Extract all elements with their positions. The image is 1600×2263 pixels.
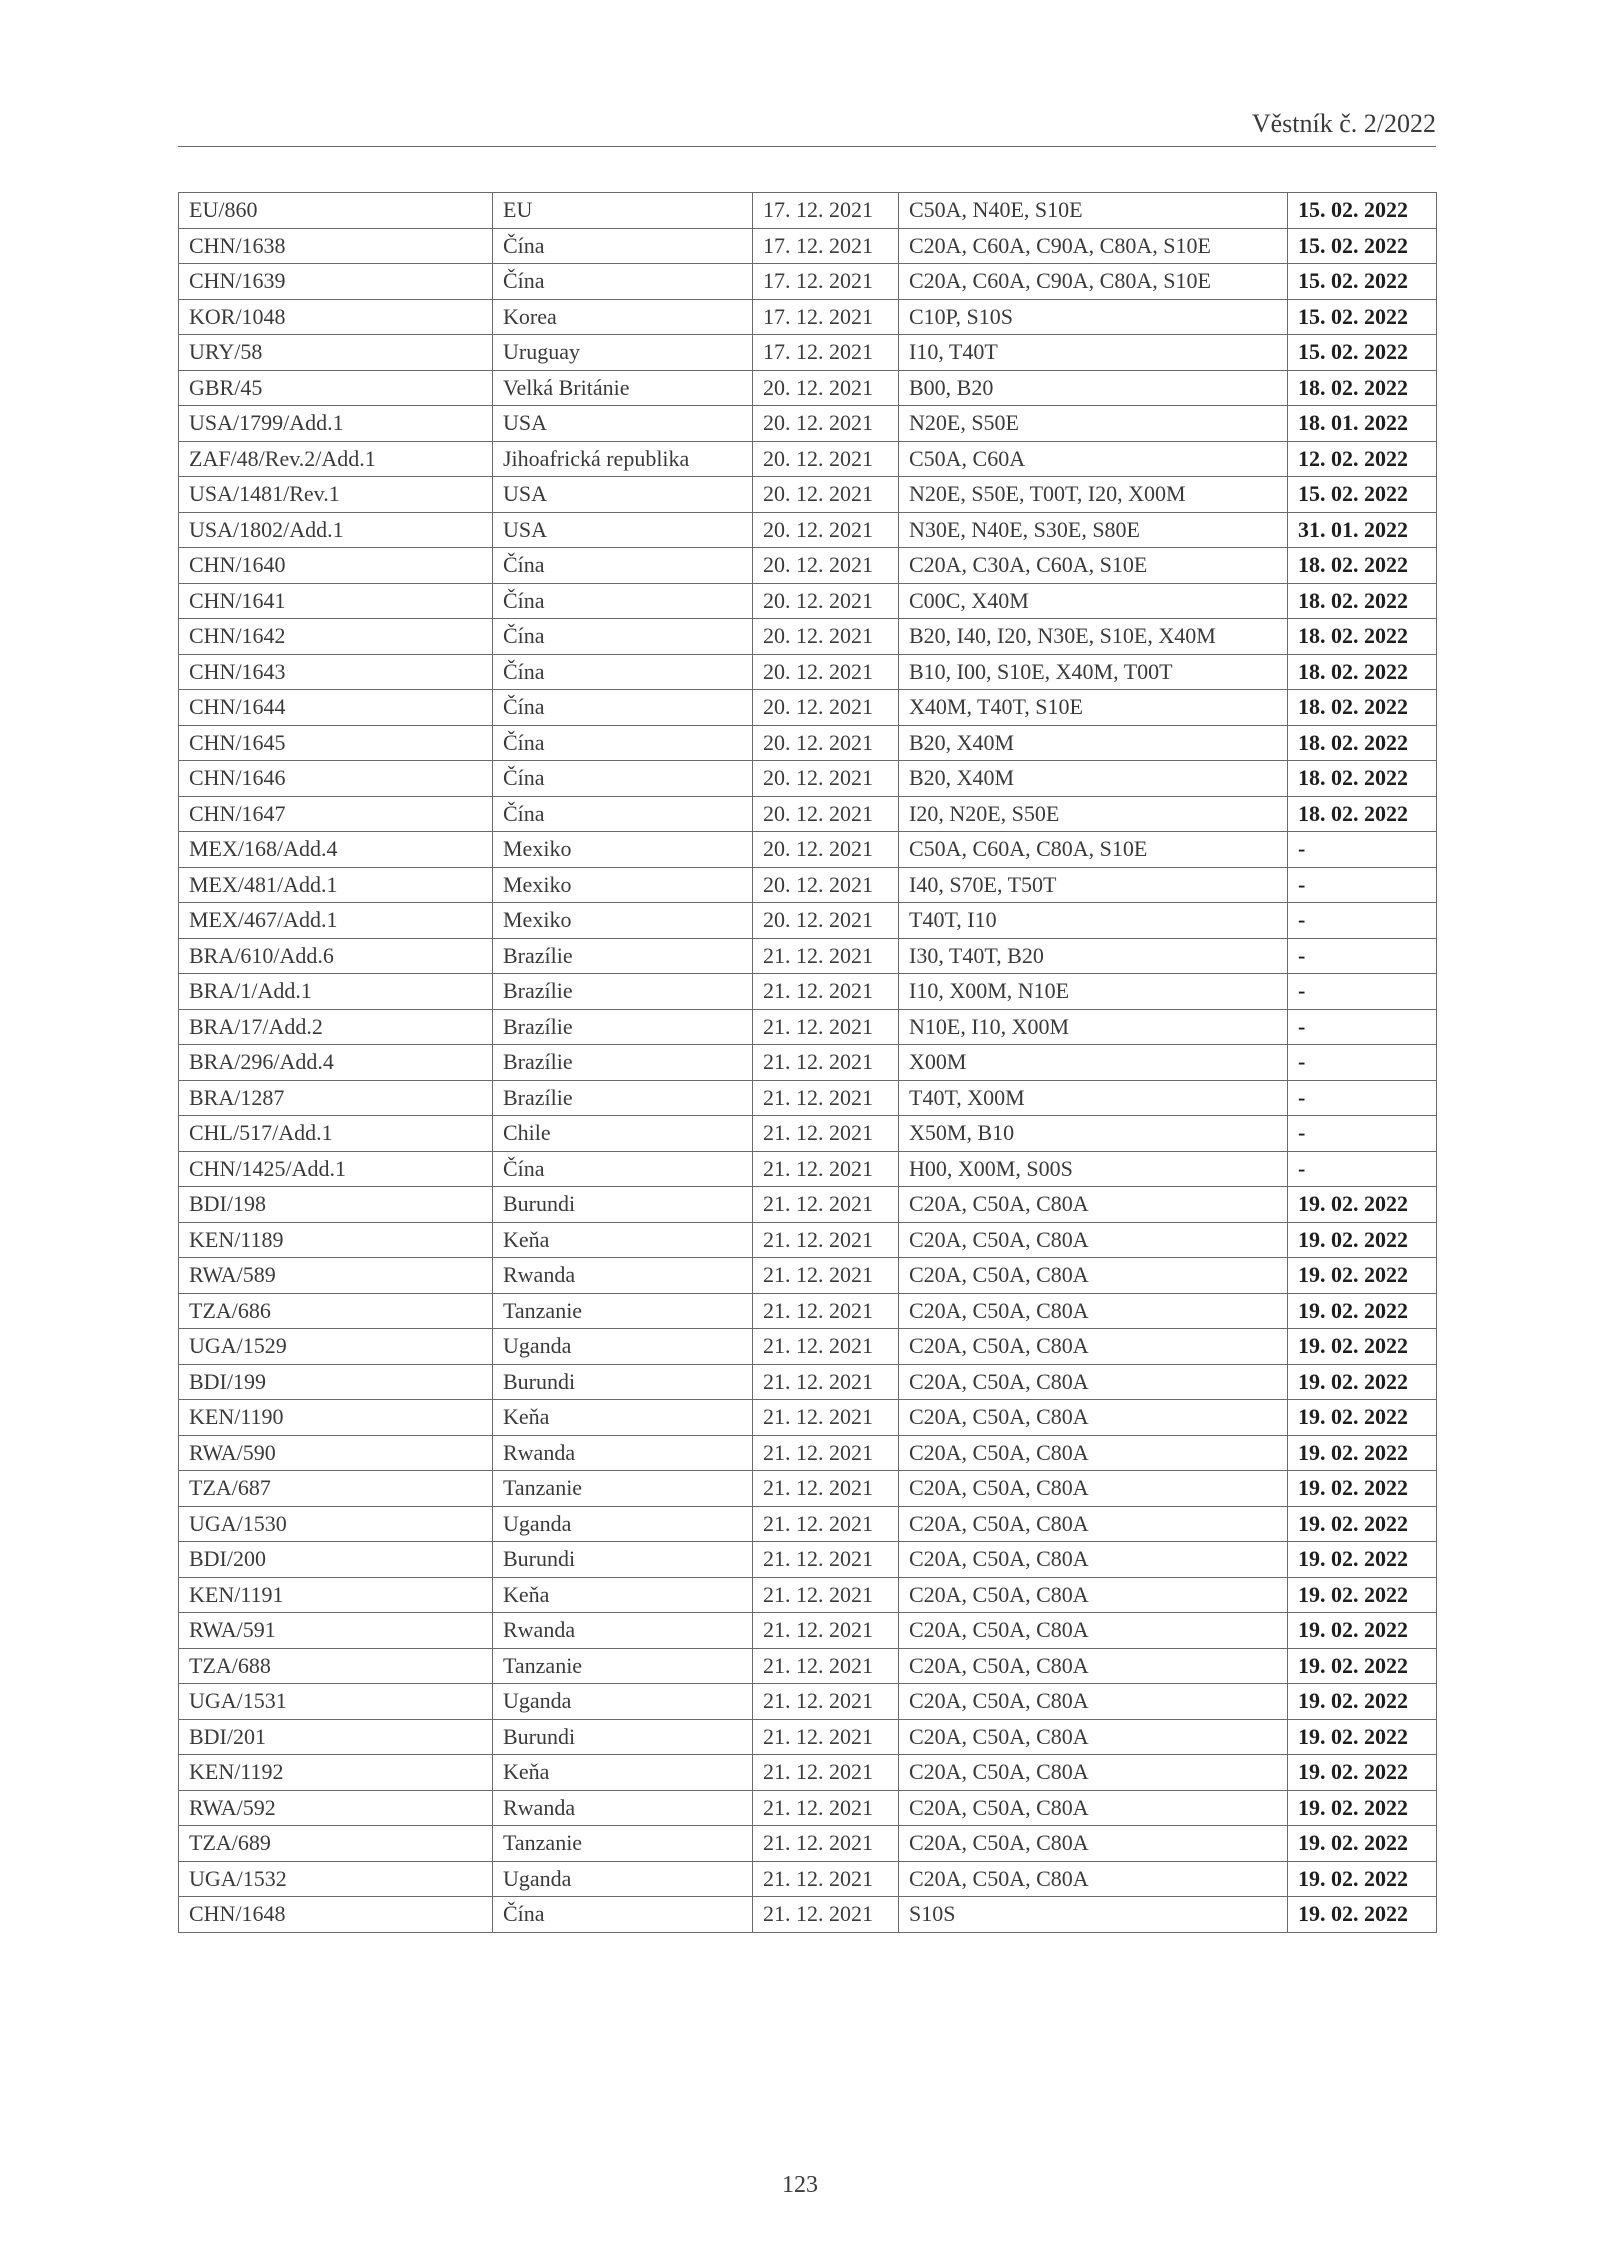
table-row	[179, 1719, 1437, 1755]
cell-country: Brazílie	[493, 1009, 753, 1045]
cell-date: 21. 12. 2021	[753, 1684, 899, 1720]
cell-ics-codes: C20A, C50A, C80A	[899, 1364, 1288, 1400]
cell-country: Čína	[493, 796, 753, 832]
cell-deadline: -	[1288, 1045, 1437, 1081]
table-row	[179, 903, 1437, 939]
cell-date: 20. 12. 2021	[753, 370, 899, 406]
cell-notification-code: BRA/610/Add.6	[179, 938, 493, 974]
cell-ics-codes: C20A, C50A, C80A	[899, 1755, 1288, 1791]
table-row	[179, 512, 1437, 548]
table-row	[179, 1364, 1437, 1400]
cell-ics-codes: C20A, C50A, C80A	[899, 1506, 1288, 1542]
table-row	[179, 1506, 1437, 1542]
cell-notification-code: BRA/1287	[179, 1080, 493, 1116]
cell-date: 20. 12. 2021	[753, 512, 899, 548]
cell-ics-codes: C20A, C50A, C80A	[899, 1648, 1288, 1684]
cell-country: Mexiko	[493, 903, 753, 939]
cell-country: Čína	[493, 619, 753, 655]
cell-ics-codes: C20A, C50A, C80A	[899, 1861, 1288, 1897]
cell-deadline: 19. 02. 2022	[1288, 1400, 1437, 1436]
cell-notification-code: BDI/200	[179, 1542, 493, 1578]
cell-deadline: -	[1288, 903, 1437, 939]
cell-notification-code: USA/1802/Add.1	[179, 512, 493, 548]
cell-ics-codes: T40T, I10	[899, 903, 1288, 939]
cell-country: Uruguay	[493, 335, 753, 371]
cell-date: 21. 12. 2021	[753, 1790, 899, 1826]
cell-date: 20. 12. 2021	[753, 477, 899, 513]
cell-ics-codes: C20A, C50A, C80A	[899, 1400, 1288, 1436]
table-row	[179, 1222, 1437, 1258]
cell-notification-code: CHN/1642	[179, 619, 493, 655]
cell-ics-codes: C20A, C50A, C80A	[899, 1187, 1288, 1223]
cell-notification-code: KEN/1191	[179, 1577, 493, 1613]
cell-date: 17. 12. 2021	[753, 228, 899, 264]
table-row	[179, 193, 1437, 229]
cell-notification-code: RWA/591	[179, 1613, 493, 1649]
cell-date: 21. 12. 2021	[753, 1293, 899, 1329]
cell-date: 17. 12. 2021	[753, 299, 899, 335]
cell-country: Uganda	[493, 1684, 753, 1720]
cell-notification-code: KOR/1048	[179, 299, 493, 335]
cell-date: 20. 12. 2021	[753, 903, 899, 939]
cell-country: Tanzanie	[493, 1293, 753, 1329]
cell-deadline: -	[1288, 1116, 1437, 1152]
cell-notification-code: MEX/481/Add.1	[179, 867, 493, 903]
cell-deadline: 15. 02. 2022	[1288, 264, 1437, 300]
cell-deadline: 12. 02. 2022	[1288, 441, 1437, 477]
cell-date: 21. 12. 2021	[753, 1471, 899, 1507]
cell-notification-code: MEX/168/Add.4	[179, 832, 493, 868]
cell-date: 21. 12. 2021	[753, 1755, 899, 1791]
table-row	[179, 1329, 1437, 1365]
cell-ics-codes: C20A, C50A, C80A	[899, 1719, 1288, 1755]
cell-deadline: 18. 02. 2022	[1288, 548, 1437, 584]
cell-date: 21. 12. 2021	[753, 1116, 899, 1152]
cell-ics-codes: X40M, T40T, S10E	[899, 690, 1288, 726]
cell-country: Čína	[493, 725, 753, 761]
cell-date: 21. 12. 2021	[753, 1506, 899, 1542]
cell-country: Čína	[493, 690, 753, 726]
cell-date: 21. 12. 2021	[753, 1613, 899, 1649]
table-row	[179, 974, 1437, 1010]
cell-ics-codes: N30E, N40E, S30E, S80E	[899, 512, 1288, 548]
cell-notification-code: KEN/1189	[179, 1222, 493, 1258]
cell-deadline: 18. 02. 2022	[1288, 654, 1437, 690]
cell-date: 21. 12. 2021	[753, 1861, 899, 1897]
cell-date: 20. 12. 2021	[753, 761, 899, 797]
cell-deadline: 19. 02. 2022	[1288, 1897, 1437, 1933]
cell-ics-codes: C50A, C60A, C80A, S10E	[899, 832, 1288, 868]
cell-notification-code: KEN/1190	[179, 1400, 493, 1436]
cell-date: 21. 12. 2021	[753, 974, 899, 1010]
cell-deadline: 19. 02. 2022	[1288, 1222, 1437, 1258]
cell-notification-code: BDI/199	[179, 1364, 493, 1400]
cell-date: 20. 12. 2021	[753, 619, 899, 655]
cell-notification-code: URY/58	[179, 335, 493, 371]
cell-ics-codes: C20A, C50A, C80A	[899, 1577, 1288, 1613]
cell-ics-codes: C20A, C50A, C80A	[899, 1435, 1288, 1471]
cell-country: Rwanda	[493, 1790, 753, 1826]
cell-date: 21. 12. 2021	[753, 1222, 899, 1258]
cell-country: Jihoafrická republika	[493, 441, 753, 477]
table-row	[179, 867, 1437, 903]
cell-notification-code: EU/860	[179, 193, 493, 229]
cell-date: 20. 12. 2021	[753, 441, 899, 477]
cell-country: Čína	[493, 228, 753, 264]
cell-ics-codes: C20A, C60A, C90A, C80A, S10E	[899, 228, 1288, 264]
cell-country: Mexiko	[493, 832, 753, 868]
cell-deadline: 18. 01. 2022	[1288, 406, 1437, 442]
cell-country: Tanzanie	[493, 1648, 753, 1684]
cell-date: 21. 12. 2021	[753, 1009, 899, 1045]
table-row	[179, 1435, 1437, 1471]
cell-country: Rwanda	[493, 1613, 753, 1649]
cell-notification-code: CHN/1645	[179, 725, 493, 761]
cell-date: 17. 12. 2021	[753, 335, 899, 371]
cell-ics-codes: B20, I40, I20, N30E, S10E, X40M	[899, 619, 1288, 655]
cell-date: 17. 12. 2021	[753, 193, 899, 229]
cell-ics-codes: X00M	[899, 1045, 1288, 1081]
cell-deadline: 19. 02. 2022	[1288, 1258, 1437, 1294]
cell-deadline: -	[1288, 974, 1437, 1010]
cell-country: Rwanda	[493, 1435, 753, 1471]
table-row	[179, 938, 1437, 974]
cell-deadline: -	[1288, 1009, 1437, 1045]
cell-ics-codes: I10, T40T	[899, 335, 1288, 371]
cell-ics-codes: I20, N20E, S50E	[899, 796, 1288, 832]
cell-notification-code: USA/1481/Rev.1	[179, 477, 493, 513]
cell-date: 21. 12. 2021	[753, 1577, 899, 1613]
table-row	[179, 406, 1437, 442]
cell-notification-code: CHN/1643	[179, 654, 493, 690]
cell-deadline: 19. 02. 2022	[1288, 1684, 1437, 1720]
page-number: 123	[782, 2172, 818, 2198]
cell-deadline: 19. 02. 2022	[1288, 1861, 1437, 1897]
table-row	[179, 1648, 1437, 1684]
cell-ics-codes: C20A, C50A, C80A	[899, 1293, 1288, 1329]
cell-country: Brazílie	[493, 974, 753, 1010]
cell-date: 20. 12. 2021	[753, 796, 899, 832]
cell-notification-code: CHN/1647	[179, 796, 493, 832]
table-row	[179, 690, 1437, 726]
cell-date: 21. 12. 2021	[753, 1719, 899, 1755]
cell-country: USA	[493, 477, 753, 513]
table-row	[179, 761, 1437, 797]
cell-deadline: -	[1288, 1080, 1437, 1116]
cell-deadline: 15. 02. 2022	[1288, 228, 1437, 264]
cell-deadline: -	[1288, 938, 1437, 974]
cell-country: Keňa	[493, 1577, 753, 1613]
cell-deadline: 15. 02. 2022	[1288, 335, 1437, 371]
table-row	[179, 1577, 1437, 1613]
cell-notification-code: TZA/686	[179, 1293, 493, 1329]
cell-ics-codes: B10, I00, S10E, X40M, T00T	[899, 654, 1288, 690]
cell-ics-codes: C20A, C50A, C80A	[899, 1684, 1288, 1720]
cell-deadline: 19. 02. 2022	[1288, 1542, 1437, 1578]
cell-date: 21. 12. 2021	[753, 938, 899, 974]
cell-deadline: 15. 02. 2022	[1288, 299, 1437, 335]
cell-date: 21. 12. 2021	[753, 1187, 899, 1223]
cell-deadline: 18. 02. 2022	[1288, 761, 1437, 797]
notification-table-body	[179, 193, 1437, 1933]
cell-date: 20. 12. 2021	[753, 690, 899, 726]
cell-notification-code: ZAF/48/Rev.2/Add.1	[179, 441, 493, 477]
cell-date: 20. 12. 2021	[753, 654, 899, 690]
table-row	[179, 1151, 1437, 1187]
table-row	[179, 796, 1437, 832]
cell-notification-code: TZA/687	[179, 1471, 493, 1507]
cell-deadline: 15. 02. 2022	[1288, 193, 1437, 229]
cell-date: 21. 12. 2021	[753, 1542, 899, 1578]
cell-ics-codes: B20, X40M	[899, 725, 1288, 761]
table-row	[179, 1861, 1437, 1897]
cell-ics-codes: C20A, C30A, C60A, S10E	[899, 548, 1288, 584]
cell-deadline: 19. 02. 2022	[1288, 1613, 1437, 1649]
cell-date: 20. 12. 2021	[753, 406, 899, 442]
cell-notification-code: RWA/589	[179, 1258, 493, 1294]
cell-notification-code: RWA/590	[179, 1435, 493, 1471]
cell-deadline: 19. 02. 2022	[1288, 1364, 1437, 1400]
cell-deadline: 19. 02. 2022	[1288, 1790, 1437, 1826]
cell-ics-codes: X50M, B10	[899, 1116, 1288, 1152]
cell-notification-code: MEX/467/Add.1	[179, 903, 493, 939]
cell-notification-code: CHN/1641	[179, 583, 493, 619]
cell-ics-codes: C50A, N40E, S10E	[899, 193, 1288, 229]
cell-notification-code: CHN/1425/Add.1	[179, 1151, 493, 1187]
table-row	[179, 548, 1437, 584]
cell-notification-code: USA/1799/Add.1	[179, 406, 493, 442]
table-row	[179, 1116, 1437, 1152]
cell-country: Burundi	[493, 1542, 753, 1578]
cell-country: Uganda	[493, 1861, 753, 1897]
table-row	[179, 1009, 1437, 1045]
table-row	[179, 1080, 1437, 1116]
cell-country: Chile	[493, 1116, 753, 1152]
table-row	[179, 619, 1437, 655]
cell-notification-code: TZA/688	[179, 1648, 493, 1684]
cell-country: Čína	[493, 264, 753, 300]
cell-country: Čína	[493, 583, 753, 619]
table-row	[179, 1826, 1437, 1862]
cell-ics-codes: B20, X40M	[899, 761, 1288, 797]
cell-country: Burundi	[493, 1187, 753, 1223]
cell-country: Burundi	[493, 1364, 753, 1400]
table-row	[179, 725, 1437, 761]
cell-country: Korea	[493, 299, 753, 335]
table-row	[179, 832, 1437, 868]
cell-ics-codes: I40, S70E, T50T	[899, 867, 1288, 903]
cell-notification-code: CHN/1646	[179, 761, 493, 797]
cell-deadline: 18. 02. 2022	[1288, 690, 1437, 726]
cell-deadline: 18. 02. 2022	[1288, 619, 1437, 655]
table-row	[179, 477, 1437, 513]
cell-date: 21. 12. 2021	[753, 1897, 899, 1933]
cell-ics-codes: B00, B20	[899, 370, 1288, 406]
cell-notification-code: CHN/1638	[179, 228, 493, 264]
cell-ics-codes: C10P, S10S	[899, 299, 1288, 335]
cell-date: 21. 12. 2021	[753, 1329, 899, 1365]
cell-country: Brazílie	[493, 1045, 753, 1081]
cell-country: Keňa	[493, 1400, 753, 1436]
cell-notification-code: BRA/17/Add.2	[179, 1009, 493, 1045]
table-row	[179, 1613, 1437, 1649]
cell-country: Burundi	[493, 1719, 753, 1755]
cell-deadline: 19. 02. 2022	[1288, 1719, 1437, 1755]
cell-deadline: -	[1288, 1151, 1437, 1187]
table-row	[179, 1755, 1437, 1791]
cell-country: Tanzanie	[493, 1826, 753, 1862]
cell-ics-codes: C20A, C50A, C80A	[899, 1222, 1288, 1258]
cell-deadline: 19. 02. 2022	[1288, 1187, 1437, 1223]
cell-deadline: 18. 02. 2022	[1288, 796, 1437, 832]
cell-date: 21. 12. 2021	[753, 1435, 899, 1471]
cell-notification-code: BDI/198	[179, 1187, 493, 1223]
table-row	[179, 583, 1437, 619]
cell-notification-code: CHN/1648	[179, 1897, 493, 1933]
cell-ics-codes: C20A, C50A, C80A	[899, 1790, 1288, 1826]
cell-deadline: 19. 02. 2022	[1288, 1826, 1437, 1862]
cell-country: Keňa	[493, 1222, 753, 1258]
cell-country: Tanzanie	[493, 1471, 753, 1507]
cell-notification-code: KEN/1192	[179, 1755, 493, 1791]
cell-notification-code: RWA/592	[179, 1790, 493, 1826]
table-row	[179, 1897, 1437, 1933]
cell-ics-codes: N20E, S50E, T00T, I20, X00M	[899, 477, 1288, 513]
cell-notification-code: CHN/1639	[179, 264, 493, 300]
notification-table	[178, 192, 1437, 1933]
cell-ics-codes: I10, X00M, N10E	[899, 974, 1288, 1010]
cell-notification-code: UGA/1529	[179, 1329, 493, 1365]
cell-date: 20. 12. 2021	[753, 832, 899, 868]
table-row	[179, 1790, 1437, 1826]
cell-ics-codes: I30, T40T, B20	[899, 938, 1288, 974]
cell-notification-code: GBR/45	[179, 370, 493, 406]
table-row	[179, 1471, 1437, 1507]
cell-date: 20. 12. 2021	[753, 725, 899, 761]
table-row	[179, 370, 1437, 406]
cell-deadline: -	[1288, 867, 1437, 903]
cell-deadline: 18. 02. 2022	[1288, 583, 1437, 619]
cell-country: EU	[493, 193, 753, 229]
cell-ics-codes: C00C, X40M	[899, 583, 1288, 619]
cell-deadline: 19. 02. 2022	[1288, 1506, 1437, 1542]
cell-country: Uganda	[493, 1506, 753, 1542]
cell-ics-codes: C20A, C50A, C80A	[899, 1471, 1288, 1507]
cell-deadline: 19. 02. 2022	[1288, 1435, 1437, 1471]
cell-ics-codes: C20A, C60A, C90A, C80A, S10E	[899, 264, 1288, 300]
cell-country: Čína	[493, 548, 753, 584]
cell-notification-code: UGA/1531	[179, 1684, 493, 1720]
cell-date: 21. 12. 2021	[753, 1648, 899, 1684]
table-row	[179, 654, 1437, 690]
journal-title: Věstník č. 2/2022	[1251, 109, 1436, 138]
cell-country: Uganda	[493, 1329, 753, 1365]
cell-ics-codes: C20A, C50A, C80A	[899, 1258, 1288, 1294]
cell-country: Mexiko	[493, 867, 753, 903]
cell-date: 20. 12. 2021	[753, 548, 899, 584]
cell-date: 21. 12. 2021	[753, 1364, 899, 1400]
table-row	[179, 441, 1437, 477]
table-row	[179, 1684, 1437, 1720]
cell-country: Rwanda	[493, 1258, 753, 1294]
cell-country: Čína	[493, 1897, 753, 1933]
cell-notification-code: TZA/689	[179, 1826, 493, 1862]
table-row	[179, 1187, 1437, 1223]
cell-date: 20. 12. 2021	[753, 583, 899, 619]
table-row	[179, 1258, 1437, 1294]
cell-notification-code: CHN/1640	[179, 548, 493, 584]
cell-notification-code: UGA/1530	[179, 1506, 493, 1542]
cell-country: Keňa	[493, 1755, 753, 1791]
table-row	[179, 335, 1437, 371]
table-row	[179, 299, 1437, 335]
cell-date: 21. 12. 2021	[753, 1400, 899, 1436]
cell-ics-codes: S10S	[899, 1897, 1288, 1933]
table-row	[179, 1400, 1437, 1436]
cell-ics-codes: C20A, C50A, C80A	[899, 1329, 1288, 1365]
table-row	[179, 228, 1437, 264]
cell-deadline: 31. 01. 2022	[1288, 512, 1437, 548]
cell-date: 21. 12. 2021	[753, 1045, 899, 1081]
cell-date: 20. 12. 2021	[753, 867, 899, 903]
cell-deadline: -	[1288, 832, 1437, 868]
cell-ics-codes: C20A, C50A, C80A	[899, 1613, 1288, 1649]
cell-date: 21. 12. 2021	[753, 1151, 899, 1187]
cell-notification-code: UGA/1532	[179, 1861, 493, 1897]
cell-deadline: 19. 02. 2022	[1288, 1648, 1437, 1684]
cell-country: Čína	[493, 1151, 753, 1187]
cell-ics-codes: N10E, I10, X00M	[899, 1009, 1288, 1045]
cell-deadline: 15. 02. 2022	[1288, 477, 1437, 513]
table-row	[179, 264, 1437, 300]
cell-country: Čína	[493, 761, 753, 797]
cell-ics-codes: N20E, S50E	[899, 406, 1288, 442]
cell-deadline: 19. 02. 2022	[1288, 1471, 1437, 1507]
cell-date: 21. 12. 2021	[753, 1080, 899, 1116]
cell-country: Brazílie	[493, 938, 753, 974]
cell-country: Brazílie	[493, 1080, 753, 1116]
table-row	[179, 1542, 1437, 1578]
cell-deadline: 18. 02. 2022	[1288, 725, 1437, 761]
cell-notification-code: BDI/201	[179, 1719, 493, 1755]
cell-ics-codes: T40T, X00M	[899, 1080, 1288, 1116]
cell-country: USA	[493, 406, 753, 442]
cell-date: 21. 12. 2021	[753, 1826, 899, 1862]
cell-deadline: 18. 02. 2022	[1288, 370, 1437, 406]
cell-deadline: 19. 02. 2022	[1288, 1577, 1437, 1613]
cell-date: 21. 12. 2021	[753, 1258, 899, 1294]
cell-deadline: 19. 02. 2022	[1288, 1329, 1437, 1365]
cell-ics-codes: C20A, C50A, C80A	[899, 1826, 1288, 1862]
cell-country: Čína	[493, 654, 753, 690]
cell-ics-codes: H00, X00M, S00S	[899, 1151, 1288, 1187]
cell-ics-codes: C50A, C60A	[899, 441, 1288, 477]
cell-country: USA	[493, 512, 753, 548]
cell-ics-codes: C20A, C50A, C80A	[899, 1542, 1288, 1578]
cell-notification-code: BRA/296/Add.4	[179, 1045, 493, 1081]
cell-notification-code: CHL/517/Add.1	[179, 1116, 493, 1152]
cell-notification-code: CHN/1644	[179, 690, 493, 726]
cell-deadline: 19. 02. 2022	[1288, 1755, 1437, 1791]
table-row	[179, 1293, 1437, 1329]
page-header	[178, 110, 1436, 147]
cell-notification-code: BRA/1/Add.1	[179, 974, 493, 1010]
cell-date: 17. 12. 2021	[753, 264, 899, 300]
cell-country: Velká Británie	[493, 370, 753, 406]
table-row	[179, 1045, 1437, 1081]
cell-deadline: 19. 02. 2022	[1288, 1293, 1437, 1329]
